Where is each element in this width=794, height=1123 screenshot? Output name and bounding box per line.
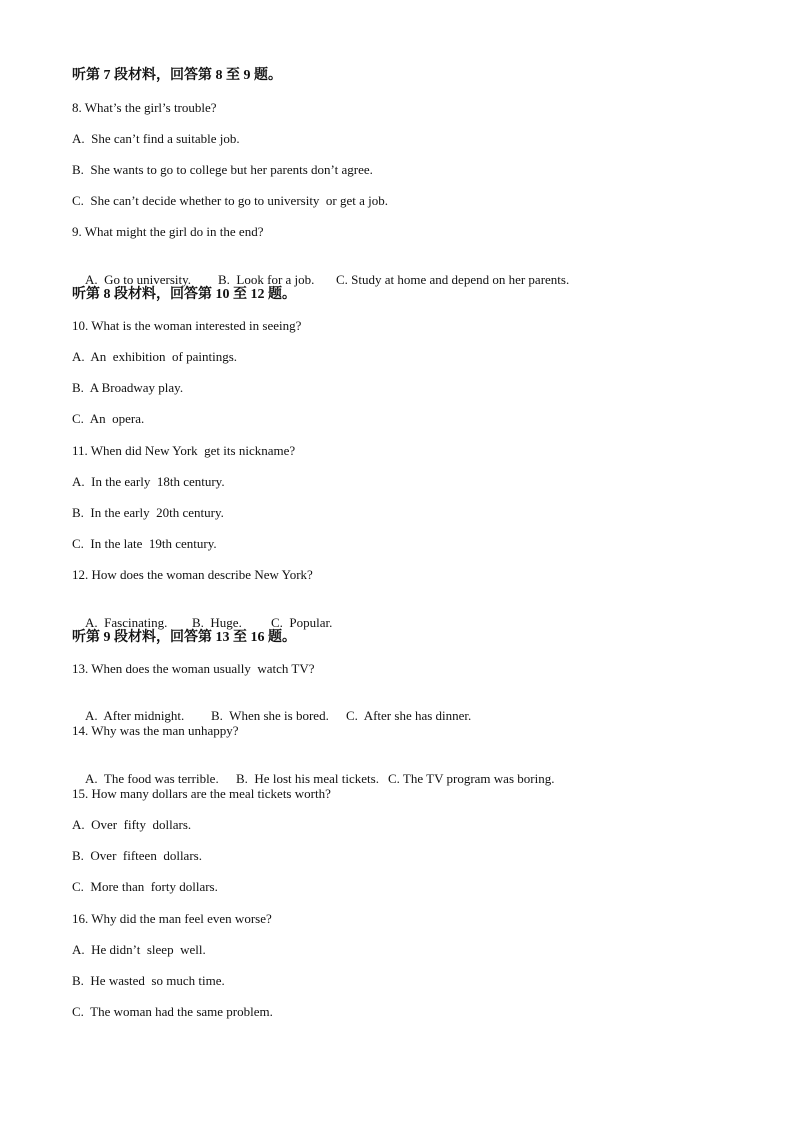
question-8-stem: 8. What’s the girl’s trouble? bbox=[72, 100, 217, 115]
question-8-option-b: B. She wants to go to college but her parents don’t agree. bbox=[72, 162, 373, 177]
question-16-option-a: A. He didn’t sleep well. bbox=[72, 942, 206, 957]
question-11-option-c: C. In the late 19th century. bbox=[72, 536, 217, 551]
question-14-option-b: B. He lost his meal tickets. bbox=[236, 771, 379, 786]
question-12-option-a: A. Fascinating. bbox=[85, 615, 168, 630]
question-11-stem: 11. When did New York get its nickname? bbox=[72, 443, 296, 458]
question-13-option-a: A. After midnight. bbox=[85, 708, 185, 723]
section-heading-9: 听第 9 段材料，回答第 13 至 16 题。 bbox=[72, 630, 296, 645]
question-9-stem: 9. What might the girl do in the end? bbox=[72, 224, 264, 239]
question-14-option-c: C. The TV program was boring. bbox=[388, 771, 555, 786]
question-16-option-c: C. The woman had the same problem. bbox=[72, 1004, 273, 1019]
question-14-stem: 14. Why was the man unhappy? bbox=[72, 723, 239, 738]
question-11-option-b: B. In the early 20th century. bbox=[72, 505, 224, 520]
question-9-option-b: B. Look for a job. bbox=[218, 272, 315, 287]
question-13-option-c: C. After she has dinner. bbox=[346, 708, 472, 723]
question-15-stem: 15. How many dollars are the meal tickets worth? bbox=[72, 786, 331, 801]
question-10-option-b: B. A Broadway play. bbox=[72, 380, 184, 395]
question-9-option-c: C. Study at home and depend on her parents. bbox=[336, 272, 570, 287]
question-13-option-b: B. When she is bored. bbox=[211, 708, 329, 723]
question-13-stem: 13. When does the woman usually watch TV? bbox=[72, 661, 315, 676]
section-heading-8: 听第 8 段材料，回答第 10 至 12 题。 bbox=[72, 287, 296, 302]
question-12-option-b: B. Huge. bbox=[192, 615, 242, 630]
question-10-option-a: A. An exhibition of paintings. bbox=[72, 349, 238, 364]
question-16-option-b: B. He wasted so much time. bbox=[72, 973, 225, 988]
section-heading-7: 听第 7 段材料，回答第 8 至 9 题。 bbox=[72, 68, 282, 83]
question-15-option-a: A. Over fifty dollars. bbox=[72, 817, 192, 832]
question-10-stem: 10. What is the woman interested in seeing? bbox=[72, 318, 302, 333]
question-15-option-b: B. Over fifteen dollars. bbox=[72, 848, 202, 863]
question-16-stem: 16. Why did the man feel even worse? bbox=[72, 911, 272, 926]
question-8-option-a: A. She can’t find a suitable job. bbox=[72, 131, 240, 146]
question-12-option-c: C. Popular. bbox=[271, 615, 333, 630]
question-11-option-a: A. In the early 18th century. bbox=[72, 474, 225, 489]
question-8-option-c: C. She can’t decide whether to go to university or get a job. bbox=[72, 193, 389, 208]
question-12-stem: 12. How does the woman describe New York? bbox=[72, 567, 313, 582]
question-9-option-a: A. Go to university. bbox=[85, 272, 192, 287]
question-10-option-c: C. An opera. bbox=[72, 411, 145, 426]
question-14-option-a: A. The food was terrible. bbox=[85, 771, 219, 786]
question-15-option-c: C. More than forty dollars. bbox=[72, 879, 218, 894]
